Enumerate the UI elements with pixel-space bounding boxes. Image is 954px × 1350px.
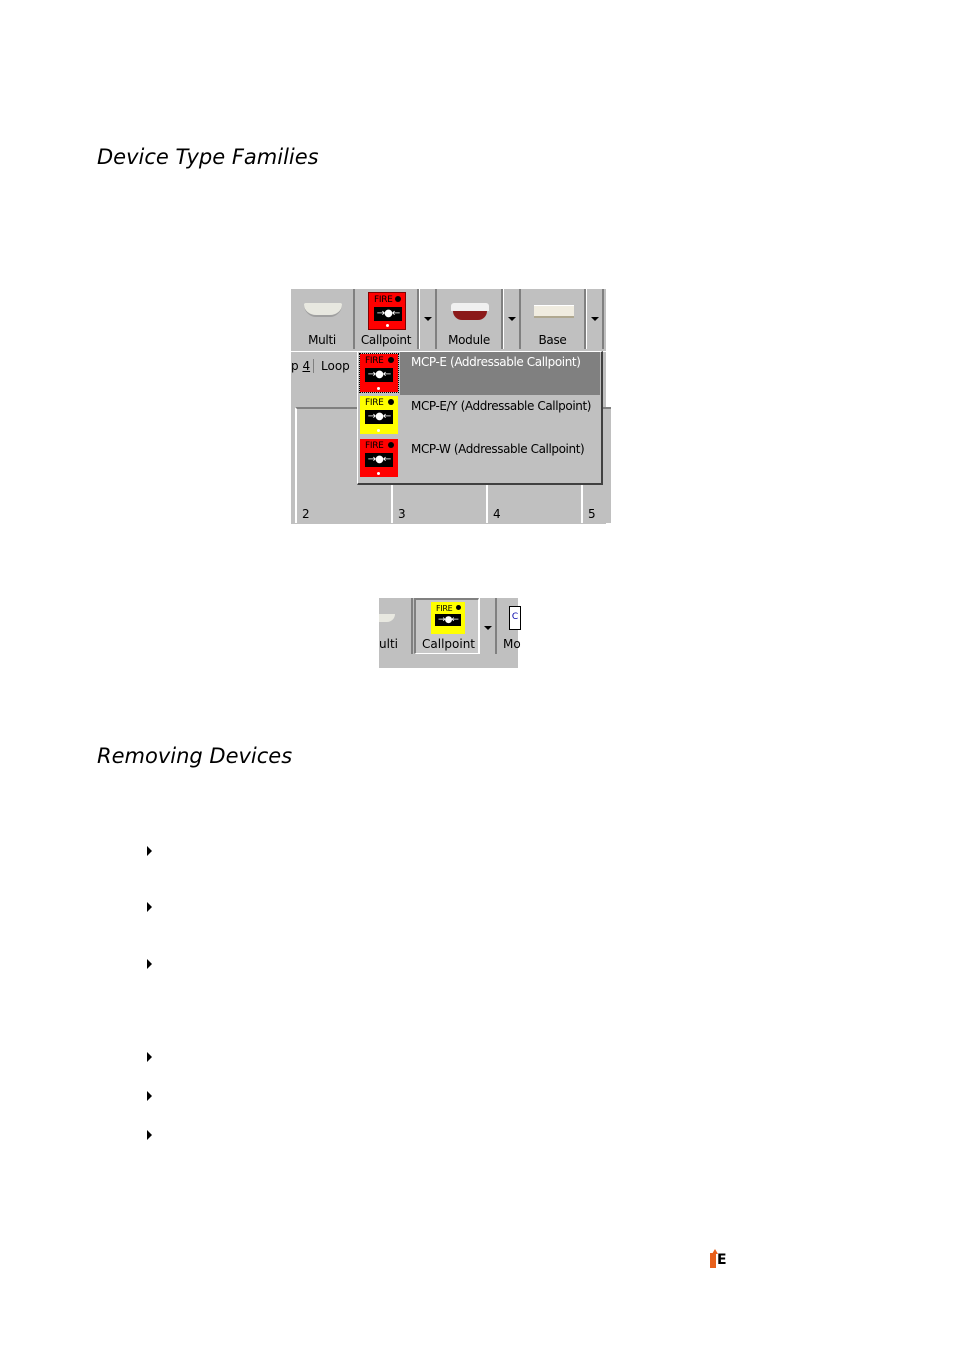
logo-bar [710,1253,716,1268]
callpoint-dropdown-menu [357,351,603,485]
menu-item-mcp-e-y[interactable] [358,396,600,439]
multi-button-partial[interactable] [379,598,413,654]
module-dropdown-button[interactable] [503,289,521,349]
multi-detector-icon [304,303,342,317]
cell-number: 5 [588,507,596,521]
toolbar-dropdown-screenshot [291,289,606,524]
fire-callpoint-icon [360,396,398,434]
module-base-icon [453,311,487,320]
chevron-down-icon [508,317,516,321]
menu-item-label: MCP-E/Y (Addressable Callpoint) [411,399,592,413]
led-icon [377,472,380,475]
led-icon [377,387,380,390]
callpoint-selected-screenshot [379,598,521,668]
fire-callpoint-icon [360,439,398,477]
module-button-label: Mo [503,637,521,651]
bullet-arrow-icon [147,846,152,856]
base-dropdown-button[interactable] [586,289,604,349]
cell-number: 3 [398,507,406,521]
callpoint-button-selected[interactable] [414,598,479,654]
fire-text: FIRE [374,295,393,305]
fire-text: FIRE [436,604,453,613]
callpoint-dropdown-button[interactable] [419,289,437,349]
callpoint-dropdown-button[interactable] [479,598,497,654]
fire-callpoint-icon [431,602,465,634]
multi-button-label: ulti [379,637,398,651]
logo-letter: E [717,1252,727,1268]
arrow-panel-icon: →●← [435,614,461,626]
tab-loop[interactable]: Loop [321,359,350,373]
bullet-arrow-icon [147,959,152,969]
multi-button[interactable] [291,289,355,349]
multi-detector-icon [379,614,395,622]
base-button[interactable] [521,289,586,349]
module-button-label: Module [448,333,490,347]
module-icon [451,303,489,311]
arrow-panel-icon: →●← [365,453,393,467]
callpoint-button[interactable] [355,289,419,349]
callpoint-button-label: Callpoint [360,333,412,347]
fire-text: FIRE [365,441,384,451]
bullet-arrow-icon [147,1052,152,1062]
menu-item-label: MCP-E (Addressable Callpoint) [411,355,581,369]
led-icon [377,429,380,432]
bullet-arrow-icon [147,1091,152,1101]
fire-dot-icon [388,357,394,363]
fire-text: FIRE [365,398,384,408]
menu-item-label: MCP-W (Addressable Callpoint) [411,442,585,456]
tab-loop-4[interactable] [291,359,314,373]
menu-item-mcp-e[interactable] [358,352,600,395]
fire-dot-icon [456,605,461,610]
multi-button-label: Multi [308,333,336,347]
fire-dot-icon [388,442,394,448]
arrow-panel-icon: →●← [374,307,402,321]
cell-number: 4 [493,507,501,521]
bullet-arrow-icon [147,902,152,912]
fire-text: FIRE [365,356,384,366]
chevron-down-icon [484,626,492,630]
fire-dot-icon [388,399,394,405]
chevron-down-icon [591,317,599,321]
tab-loop-4-number: 4 [302,359,311,373]
menu-item-mcp-w[interactable] [358,439,600,482]
company-logo-icon [710,1249,728,1269]
module-icon: C [509,606,521,630]
base-icon [534,305,574,318]
bullet-arrow-icon [147,1130,152,1140]
module-button-partial[interactable] [497,598,521,654]
module-button[interactable] [437,289,503,349]
section-heading-removing-devices: Removing Devices [97,744,293,768]
fire-callpoint-icon [360,354,398,392]
fire-callpoint-icon [368,292,406,330]
tab-loop-4-prefix: p [291,359,299,373]
arrow-panel-icon: →●← [365,410,393,424]
section-heading-device-type-families: Device Type Families [97,145,319,169]
arrow-panel-icon: →●← [365,368,393,382]
base-button-label: Base [538,333,567,347]
led-icon [386,324,389,327]
chevron-down-icon [424,317,432,321]
callpoint-button-label: Callpoint [422,637,476,651]
cell-number: 2 [302,507,310,521]
fire-dot-icon [395,296,401,302]
